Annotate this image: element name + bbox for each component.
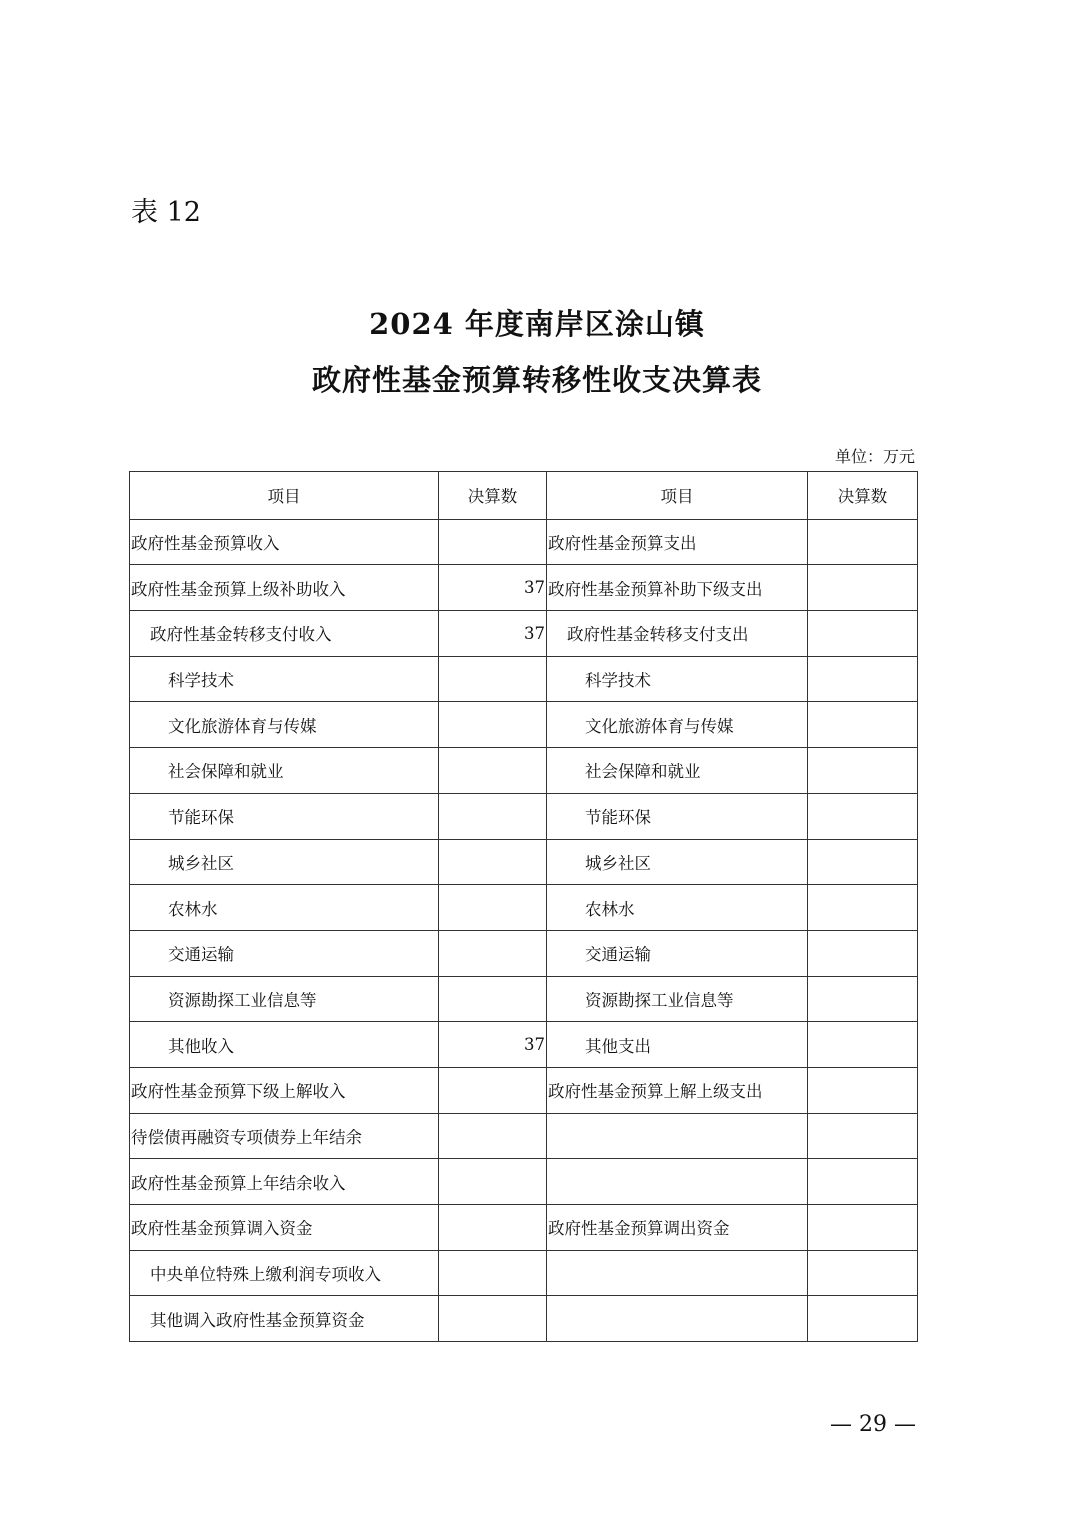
expense-item-cell: 科学技术: [547, 656, 808, 702]
table-row: [130, 976, 918, 1022]
income-amount-cell: [439, 1250, 547, 1296]
page-title-line2: 政府性基金预算转移性收支决算表: [311, 363, 762, 397]
table-row: [130, 885, 918, 931]
expense-item-cell: 政府性基金预算调出资金: [547, 1205, 808, 1251]
income-amount-cell: [439, 1113, 547, 1159]
table-label: 表 12: [131, 197, 201, 228]
income-item-cell: 其他收入: [130, 1022, 439, 1068]
income-item-cell: 节能环保: [130, 793, 439, 839]
expense-amount-cell: [808, 1250, 918, 1296]
header-item-income: 项目: [130, 472, 439, 520]
expense-amount-cell: [808, 976, 918, 1022]
income-amount-cell: 37: [439, 1022, 547, 1068]
page-title-line1: 2024 年度南岸区涂山镇: [369, 307, 705, 341]
income-item-cell: 政府性基金预算下级上解收入: [130, 1067, 439, 1113]
income-amount-cell: [439, 1296, 547, 1342]
unit-label: 单位：万元: [834, 447, 915, 466]
income-item-cell: 其他调入政府性基金预算资金: [130, 1296, 439, 1342]
income-item-cell: 文化旅游体育与传媒: [130, 702, 439, 748]
income-amount-cell: [439, 748, 547, 794]
income-item-cell: 中央单位特殊上缴利润专项收入: [130, 1250, 439, 1296]
budget-table: [129, 471, 918, 1342]
expense-item-cell: 其他支出: [547, 1022, 808, 1068]
expense-amount-cell: [808, 839, 918, 885]
income-item-cell: 交通运输: [130, 930, 439, 976]
expense-amount-cell: [808, 1113, 918, 1159]
table-row: [130, 611, 918, 657]
expense-item-cell: 资源勘探工业信息等: [547, 976, 808, 1022]
expense-amount-cell: [808, 611, 918, 657]
table-row: [130, 1296, 918, 1342]
table-row: [130, 1113, 918, 1159]
income-amount-cell: [439, 656, 547, 702]
expense-amount-cell: [808, 1067, 918, 1113]
expense-item-cell: 节能环保: [547, 793, 808, 839]
table-row: [130, 519, 918, 565]
table-row: [130, 1159, 918, 1205]
table-row: [130, 748, 918, 794]
table-row: [130, 1250, 918, 1296]
expense-amount-cell: [808, 702, 918, 748]
expense-amount-cell: [808, 885, 918, 931]
table-row: [130, 930, 918, 976]
income-item-cell: 政府性基金预算上年结余收入: [130, 1159, 439, 1205]
expense-amount-cell: [808, 930, 918, 976]
income-amount-cell: [439, 885, 547, 931]
income-amount-cell: [439, 1205, 547, 1251]
expense-amount-cell: [808, 793, 918, 839]
income-item-cell: 政府性基金预算上级补助收入: [130, 565, 439, 611]
table-row: [130, 793, 918, 839]
income-item-cell: 政府性基金预算调入资金: [130, 1205, 439, 1251]
income-item-cell: 待偿债再融资专项债券上年结余: [130, 1113, 439, 1159]
income-amount-cell: 37: [439, 565, 547, 611]
expense-item-cell: 政府性基金预算支出: [547, 519, 808, 565]
expense-item-cell: 农林水: [547, 885, 808, 931]
page-number: — 29 —: [830, 1412, 916, 1437]
expense-amount-cell: [808, 1296, 918, 1342]
income-item-cell: 城乡社区: [130, 839, 439, 885]
income-item-cell: 资源勘探工业信息等: [130, 976, 439, 1022]
table-row: [130, 1022, 918, 1068]
income-item-cell: 政府性基金转移支付收入: [130, 611, 439, 657]
expense-amount-cell: [808, 1022, 918, 1068]
expense-item-cell: 政府性基金预算上解上级支出: [547, 1067, 808, 1113]
header-item-expense: 项目: [547, 472, 808, 520]
expense-item-cell: [547, 1250, 808, 1296]
table-row: [130, 839, 918, 885]
income-amount-cell: [439, 976, 547, 1022]
expense-item-cell: 文化旅游体育与传媒: [547, 702, 808, 748]
income-amount-cell: [439, 1159, 547, 1205]
expense-amount-cell: [808, 656, 918, 702]
income-amount-cell: [439, 793, 547, 839]
table-row: [130, 565, 918, 611]
header-amount-income: 决算数: [439, 472, 547, 520]
expense-item-cell: 社会保障和就业: [547, 748, 808, 794]
table-row: [130, 1205, 918, 1251]
income-amount-cell: [439, 702, 547, 748]
header-amount-expense: 决算数: [808, 472, 918, 520]
expense-item-cell: 城乡社区: [547, 839, 808, 885]
income-item-cell: 社会保障和就业: [130, 748, 439, 794]
expense-item-cell: [547, 1113, 808, 1159]
income-amount-cell: [439, 1067, 547, 1113]
expense-item-cell: [547, 1296, 808, 1342]
income-item-cell: 科学技术: [130, 656, 439, 702]
expense-amount-cell: [808, 565, 918, 611]
income-item-cell: 农林水: [130, 885, 439, 931]
expense-item-cell: 交通运输: [547, 930, 808, 976]
expense-item-cell: 政府性基金转移支付支出: [547, 611, 808, 657]
income-amount-cell: [439, 930, 547, 976]
table-header-row: [130, 472, 918, 520]
expense-amount-cell: [808, 1205, 918, 1251]
income-amount-cell: 37: [439, 611, 547, 657]
expense-amount-cell: [808, 748, 918, 794]
expense-item-cell: [547, 1159, 808, 1205]
table-row: [130, 702, 918, 748]
expense-amount-cell: [808, 1159, 918, 1205]
expense-amount-cell: [808, 519, 918, 565]
table-row: [130, 656, 918, 702]
income-amount-cell: [439, 519, 547, 565]
income-item-cell: 政府性基金预算收入: [130, 519, 439, 565]
table-row: [130, 1067, 918, 1113]
expense-item-cell: 政府性基金预算补助下级支出: [547, 565, 808, 611]
income-amount-cell: [439, 839, 547, 885]
